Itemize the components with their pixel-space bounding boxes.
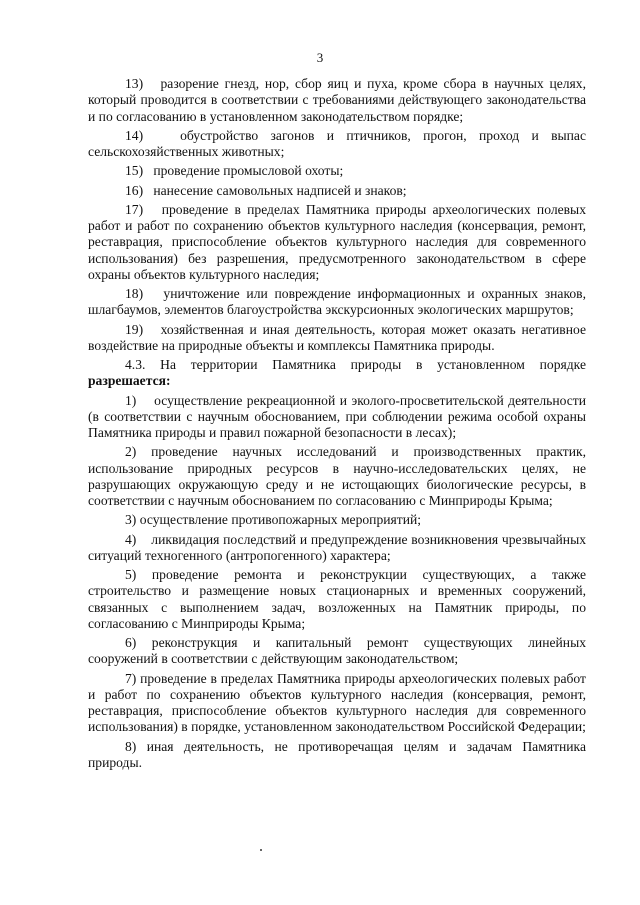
list-item-19: 19) хозяйственная и иная деятельность, которая может оказать негативное воздействие на природные объекты и комплексы Памятника природы. xyxy=(88,321,586,353)
list-item-16: 16) нанесение самовольных надписей и знаков; xyxy=(125,182,407,198)
section-intro: 4.3. На территории Памятника природы в установленном порядке xyxy=(125,357,586,372)
scan-speck xyxy=(260,849,262,851)
page-number: 3 xyxy=(316,50,324,65)
allowed-item-3: 3) осуществление противопожарных мероприятий; xyxy=(125,512,422,528)
list-item-18: 18) уничтожение или повреждение информационных и охранных знаков, шлагбаумов, элементов благоустройства экскурсионных экологических маршрутов; xyxy=(88,286,586,318)
list-item-13: 13) разорение гнезд, нор, сбор яиц и пуха, кроме сбора в научных целях, который проводится в соответствии с требованиями действующего законодательства и по согласованию в установленном законодательством порядке; xyxy=(88,76,586,124)
section-heading-4-3 xyxy=(88,357,586,390)
allowed-item-6: 6) реконструкция и капитальный ремонт существующих линейных сооружений в соответствии с действующим законодательством; xyxy=(88,635,586,667)
allowed-item-4: 4) ликвидация последствий и предупреждение возникновения чрезвычайных ситуаций техногенного (антропогенного) характера; xyxy=(88,531,586,563)
allowed-item-2: 2) проведение научных исследований и производственных практик, использование природных ресурсов в научно-исследовательских целях, не разрушающих окружающую среду и не истощающих биологические ресурсы, в соответствии с научным обоснованием по согласованию с Минприроды Крыма; xyxy=(88,444,586,508)
allowed-item-8: 8) иная деятельность, не противоречащая целям и задачам Памятника природы. xyxy=(88,738,586,770)
list-item-14: 14) обустройство загонов и птичников, прогон, проход и выпас сельскохозяйственных животных; xyxy=(88,127,586,159)
document-body xyxy=(88,76,586,771)
list-item-17: 17) проведение в пределах Памятника природы археологических полевых работ и работ по сохранению объектов культурного наследия (консервация, ремонт, реставрация, приспособление объектов культурного наследия для современного использования) без разрешения, предусмотренного законодательством в сфере охраны объектов культурного наследия; xyxy=(88,201,586,282)
list-item-15: 15) проведение промысловой охоты; xyxy=(125,163,344,179)
allowed-item-7: 7) проведение в пределах Памятника природы археологических полевых работ и работ по сохранению объектов культурного наследия (консервация, ремонт, реставрация, приспособление объектов культурного наследия для современного использования) в порядке, установленном законодательством Российской Федерации; xyxy=(88,670,586,735)
section-bold-label: разрешается: xyxy=(88,373,171,389)
allowed-item-1: 1) осуществление рекреационной и эколого-просветительской деятельности (в соответствии с научным обоснованием, при соблюдении режима особой охраны Памятника природы и правил пожарной безопасности в лесах); xyxy=(88,392,586,440)
allowed-item-5: 5) проведение ремонта и реконструкции существующих, а также строительство и размещение новых стационарных и временных сооружений, связанных с выполнением задач, возложенных на Памятник природы, по согласованию с Минприроды Крыма; xyxy=(88,567,586,631)
